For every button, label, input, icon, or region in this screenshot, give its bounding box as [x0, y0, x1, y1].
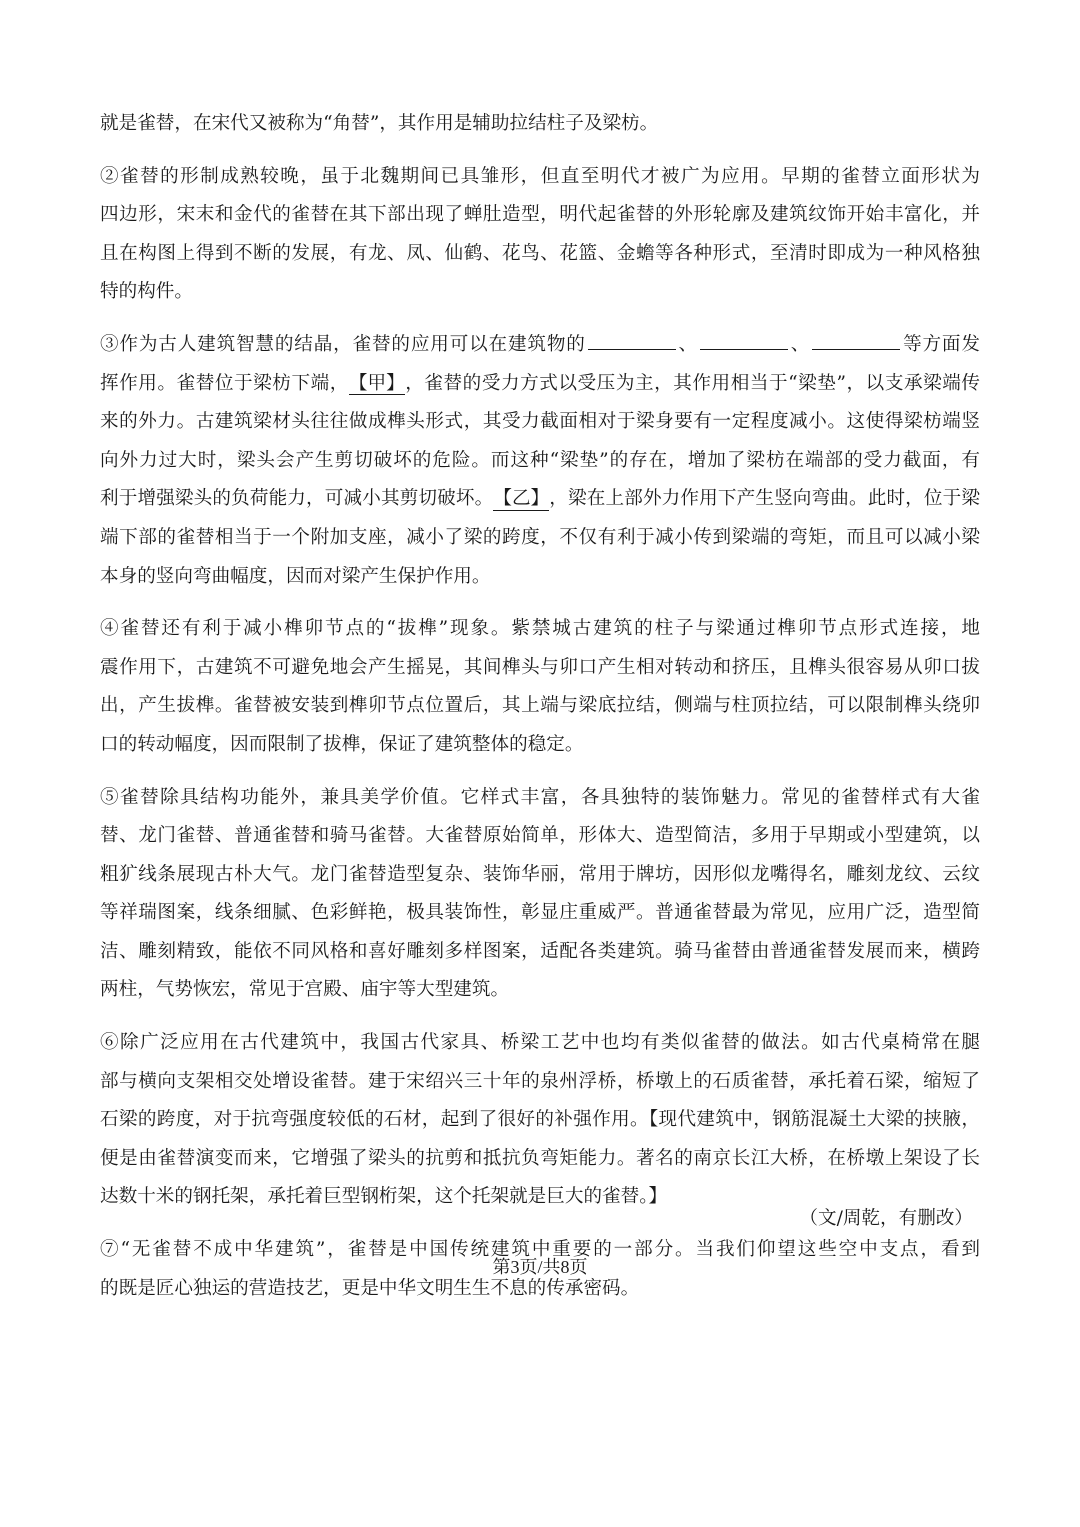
text-segment: ，梁在上部外力作用下产生竖向弯曲。此时，位于梁 [549, 488, 980, 510]
fill-blank-3[interactable] [812, 327, 900, 350]
paragraph-6 [100, 1024, 980, 1217]
paragraph-line: 来的外力。古建筑梁材头往往做成榫头形式，其受力截面相对于梁身要有一定程度减小。这使得梁枋端竖 [100, 411, 980, 433]
paragraph-line: 两柱，气势恢宏，常见于宫殿、庙宇等大型建筑。 [100, 979, 510, 1001]
text-segment: ③作为古人建筑智慧的结晶，雀替的应用可以在建筑物的 [100, 333, 586, 355]
paragraph-line: 达数十米的钢托架，承托着巨型钢桁架，这个托架就是巨大的雀替。】 [100, 1186, 668, 1208]
paragraph-line: 洁、雕刻精致，能依不同风格和喜好雕刻多样图案，适配各类建筑。骑马雀替由普通雀替发展而来，横跨 [100, 940, 980, 962]
paragraph-line: 石梁的跨度，对于抗弯强度较低的石材，起到了很好的补强作用。【现代建筑中，钢筋混凝土大梁的挟腋， [100, 1109, 980, 1131]
paragraph-line: 替、龙门雀替、普通雀替和骑马雀替。大雀替原始简单，形体大、造型简洁，多用于早期或小型建筑，以 [100, 825, 980, 847]
separator: 、 [789, 333, 811, 355]
paragraph-line: ⑤雀替除具结构功能外，兼具美学价值。它样式丰富，各具独特的装饰魅力。常见的雀替样式有大雀 [100, 786, 980, 808]
paragraph-line [100, 365, 980, 404]
article-body [100, 105, 980, 1308]
paragraph-line: 等祥瑞图案，线条细腻、色彩鲜艳，极具装饰性，彰显庄重威严。普通雀替最为常见，应用广泛，造型简 [100, 902, 980, 924]
paragraph-line: 且在构图上得到不断的发展，有龙、凤、仙鹤、花鸟、花篮、金蟾等各种形式，至清时即成为一种风格独 [100, 242, 980, 264]
paragraph-line-with-blanks [100, 326, 980, 365]
text-segment: 挥作用。雀替位于梁枋下端， [100, 372, 349, 394]
paragraph-line: 便是由雀替演变而来，它增强了梁头的抗剪和抵抗负弯矩能力。著名的南京长江大桥，在桥墩上架设了长 [100, 1147, 980, 1169]
paragraph-1 [100, 105, 980, 144]
paragraph-line: 的既是匠心独运的营造技艺，更是中华文明生生不息的传承密码。 [100, 1277, 640, 1299]
text-segment: 利于增强梁头的负荷能力，可减小其剪切破坏。 [100, 488, 494, 510]
paragraph-line: 震作用下，古建筑不可避免地会产生摇晃，其间榫头与卯口产生相对转动和挤压，且榫头很容易从卯口拔 [100, 656, 980, 678]
separator: 、 [677, 333, 698, 355]
paragraph-line: ⑦“无雀替不成中华建筑”，雀替是中国传统建筑中重要的一部分。当我们仰望这些空中支点，看到 [100, 1239, 980, 1261]
page-number: 第3页/共8页 [492, 1257, 588, 1277]
text-segment: ，雀替的受力方式以受压为主，其作用相当于“梁垫”，以支承梁端传 [404, 372, 980, 394]
paragraph-3 [100, 326, 980, 596]
paragraph-line: 四边形，宋末和金代的雀替在其下部出现了蝉肚造型，明代起雀替的外形轮廓及建筑纹饰开始丰富化，并 [100, 204, 980, 226]
fill-blank-2[interactable] [700, 327, 788, 350]
marker-yi: 【乙】 [493, 488, 550, 510]
paragraph-line: 粗犷线条展现古朴大气。龙门雀替造型复杂、装饰华丽，常用于牌坊，因形似龙嘴得名，雕刻龙纹、云纹 [100, 863, 980, 885]
paragraph-line: 向外力过大时，梁头会产生剪切破坏的危险。而这种“梁垫”的存在，增加了梁枋在端部的受力截面，有 [100, 449, 980, 471]
text-segment: 等方面发 [902, 333, 980, 355]
paragraph-line: ⑥除广泛应用在古代建筑中，我国古代家具、桥梁工艺中也均有类似雀替的做法。如古代桌椅常在腿 [100, 1032, 980, 1054]
paragraph-line: ④雀替还有利于减小榫卯节点的“拔榫”现象。紫禁城古建筑的柱子与梁通过榫卯节点形式连接，地 [100, 618, 980, 640]
paragraph-line: 口的转动幅度，因而限制了拔榫，保证了建筑整体的稳定。 [100, 733, 584, 755]
paragraph-line: 出，产生拔榫。雀替被安装到榫卯节点位置后，其上端与梁底拉结，侧端与柱顶拉结，可以限制榫头绕卯 [100, 695, 980, 717]
paragraph-2 [100, 158, 980, 312]
paragraph-line: 端下部的雀替相当于一个附加支座，减小了梁的跨度，不仅有利于减小传到梁端的弯矩，而且可以减小梁 [100, 526, 980, 548]
paragraph-line [100, 480, 980, 519]
paragraph-line: 特的构件。 [100, 281, 193, 303]
paragraph-4 [100, 610, 980, 764]
paragraph-line: 本身的竖向弯曲幅度，因而对梁产生保护作用。 [100, 565, 491, 587]
paragraph-5 [100, 779, 980, 1011]
paragraph-line: ②雀替的形制成熟较晚，虽于北魏期间已具雏形，但直至明代才被广为应用。早期的雀替立面形状为 [100, 165, 980, 187]
marker-jia: 【甲】 [348, 372, 405, 394]
paragraph-line: 就是雀替，在宋代又被称为“角替”，其作用是辅助拉结柱子及梁枋。 [100, 113, 659, 134]
source-attribution: （文/周乾，有删改） [799, 1208, 973, 1229]
fill-blank-1[interactable] [588, 327, 676, 350]
paragraph-line: 部与横向支架相交处增设雀替。建于宋绍兴三十年的泉州浮桥，桥墩上的石质雀替，承托着石梁，缩短了 [100, 1070, 980, 1092]
